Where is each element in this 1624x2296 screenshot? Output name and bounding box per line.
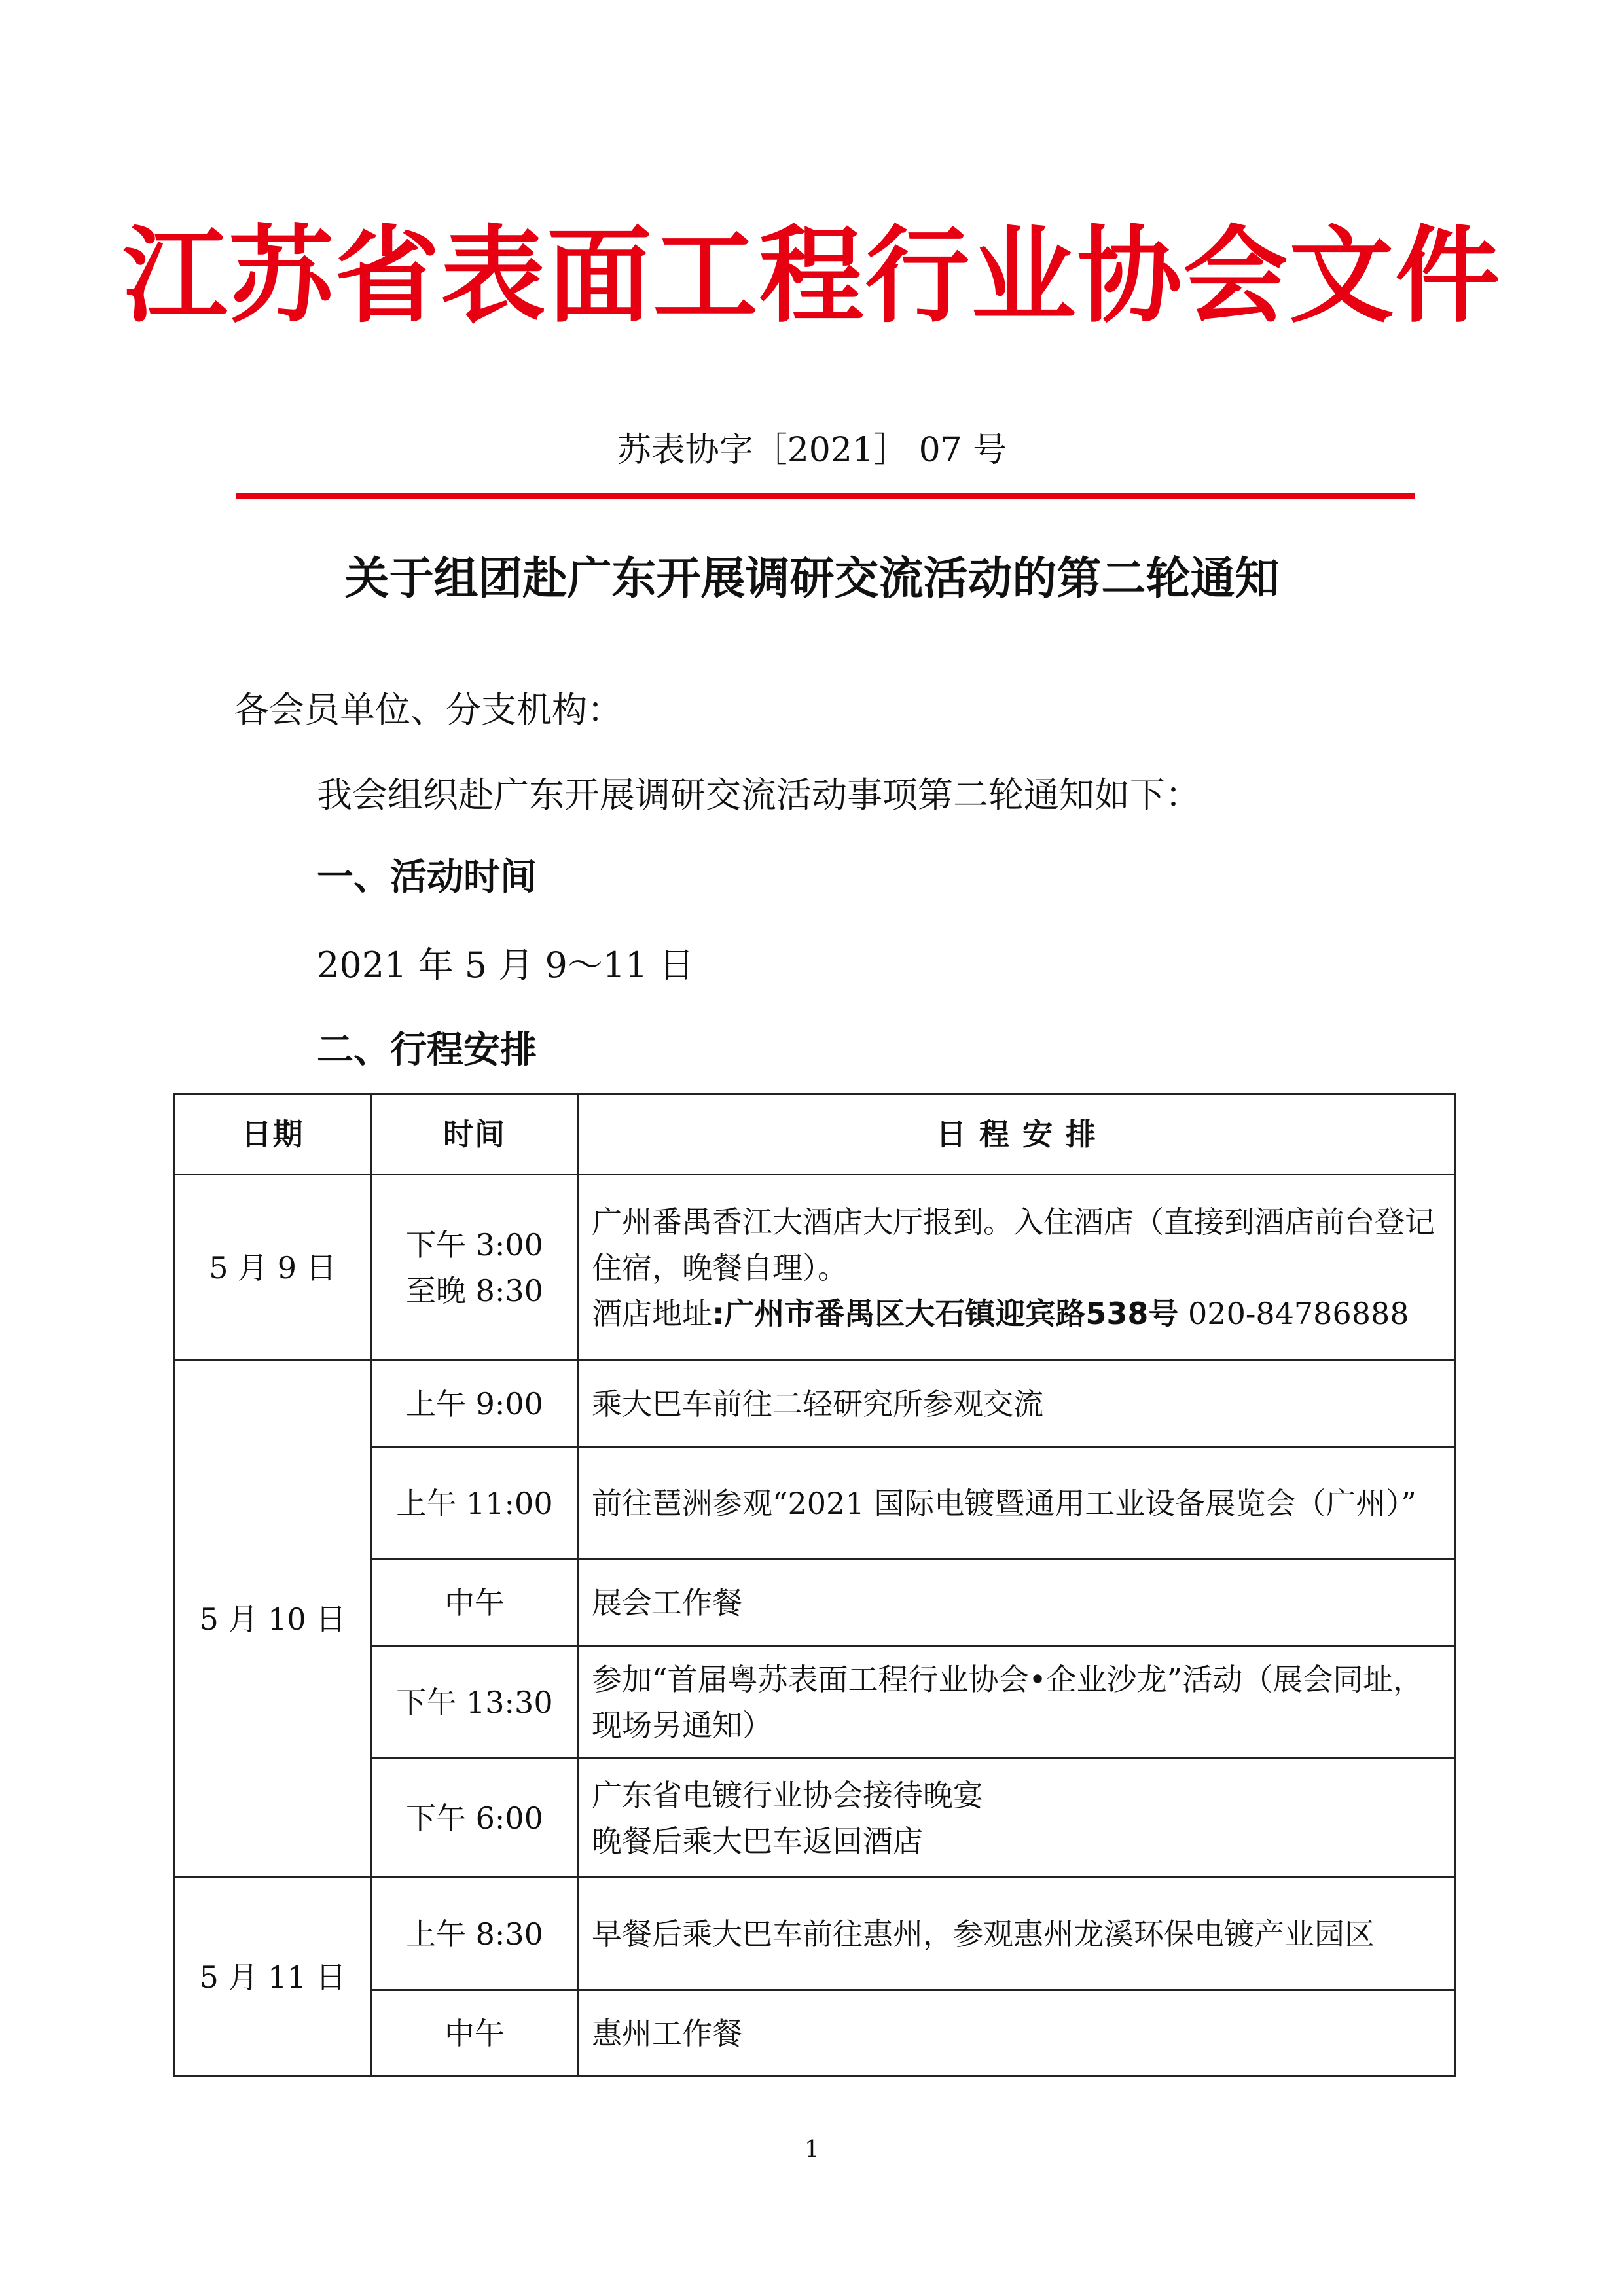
plan-cell: 前往琶洲参观“2021 国际电镀暨通用工业设备展览会（广州）”	[578, 1447, 1456, 1560]
date-cell: 5 月 10 日	[174, 1361, 372, 1878]
activity-date-range: 2021 年 5 月 9～11 日	[317, 944, 695, 986]
time-cell	[372, 1175, 578, 1361]
section-heading-itinerary: 二、行程安排	[317, 1029, 537, 1071]
itinerary-table	[173, 1093, 1456, 2077]
section-heading-activity-time: 一、活动时间	[317, 856, 537, 899]
time-cell: 下午 6:00	[372, 1759, 578, 1878]
table-row	[174, 1361, 1456, 1447]
plan-cell: 惠州工作餐	[578, 1990, 1456, 2077]
address-value: :广州市番禺区大石镇迎宾路538号	[712, 1295, 1179, 1331]
plan-text: 广东省电镀行业协会接待晚宴	[592, 1777, 983, 1813]
plan-text: 晚餐后乘大巴车返回酒店	[592, 1823, 923, 1859]
header-date: 日期	[174, 1094, 372, 1175]
plan-cell	[578, 1175, 1456, 1361]
table-header-row	[174, 1094, 1456, 1175]
hotel-address	[592, 1291, 1441, 1336]
plan-cell: 参加“首届粤苏表面工程行业协会•企业沙龙”活动（展会同址，现场另通知）	[578, 1646, 1456, 1759]
header-time: 时间	[372, 1094, 578, 1175]
red-divider-rule	[236, 493, 1415, 499]
time-cell: 上午 8:30	[372, 1878, 578, 1990]
plan-text: 广州番禺香江大酒店大厅报到。入住酒店（直接到酒店前台登记住宿，晚餐自理）。	[592, 1204, 1435, 1285]
notice-title: 关于组团赴广东开展调研交流活动的第二轮通知	[344, 552, 1280, 605]
page-number: 1	[804, 2136, 820, 2163]
time-cell: 上午 11:00	[372, 1447, 578, 1560]
org-title: 江苏省表面工程行业协会文件	[122, 215, 1502, 337]
time-cell: 下午 13:30	[372, 1646, 578, 1759]
intro-paragraph: 我会组织赴广东开展调研交流活动事项第二轮通知如下：	[317, 774, 1200, 816]
plan-cell: 早餐后乘大巴车前往惠州，参观惠州龙溪环保电镀产业园区	[578, 1878, 1456, 1990]
plan-cell: 展会工作餐	[578, 1560, 1456, 1646]
time-cell: 上午 9:00	[372, 1361, 578, 1447]
time-cell: 中午	[372, 1990, 578, 2077]
date-cell: 5 月 9 日	[174, 1175, 372, 1361]
table-row	[174, 1175, 1456, 1361]
hotel-phone: 020-84786888	[1178, 1295, 1409, 1331]
time-line: 下午 3:00	[406, 1227, 543, 1263]
salutation: 各会员单位、分支机构：	[234, 689, 623, 730]
doc-number: 苏表协字［2021］ 07 号	[617, 431, 1007, 470]
address-label: 酒店地址	[592, 1295, 712, 1331]
time-line: 至晚 8:30	[406, 1272, 543, 1308]
date-cell: 5 月 11 日	[174, 1878, 372, 2077]
time-cell: 中午	[372, 1560, 578, 1646]
plan-cell: 乘大巴车前往二轻研究所参观交流	[578, 1361, 1456, 1447]
header-plan: 日 程 安 排	[578, 1094, 1456, 1175]
plan-cell	[578, 1759, 1456, 1878]
table-row	[174, 1878, 1456, 1990]
